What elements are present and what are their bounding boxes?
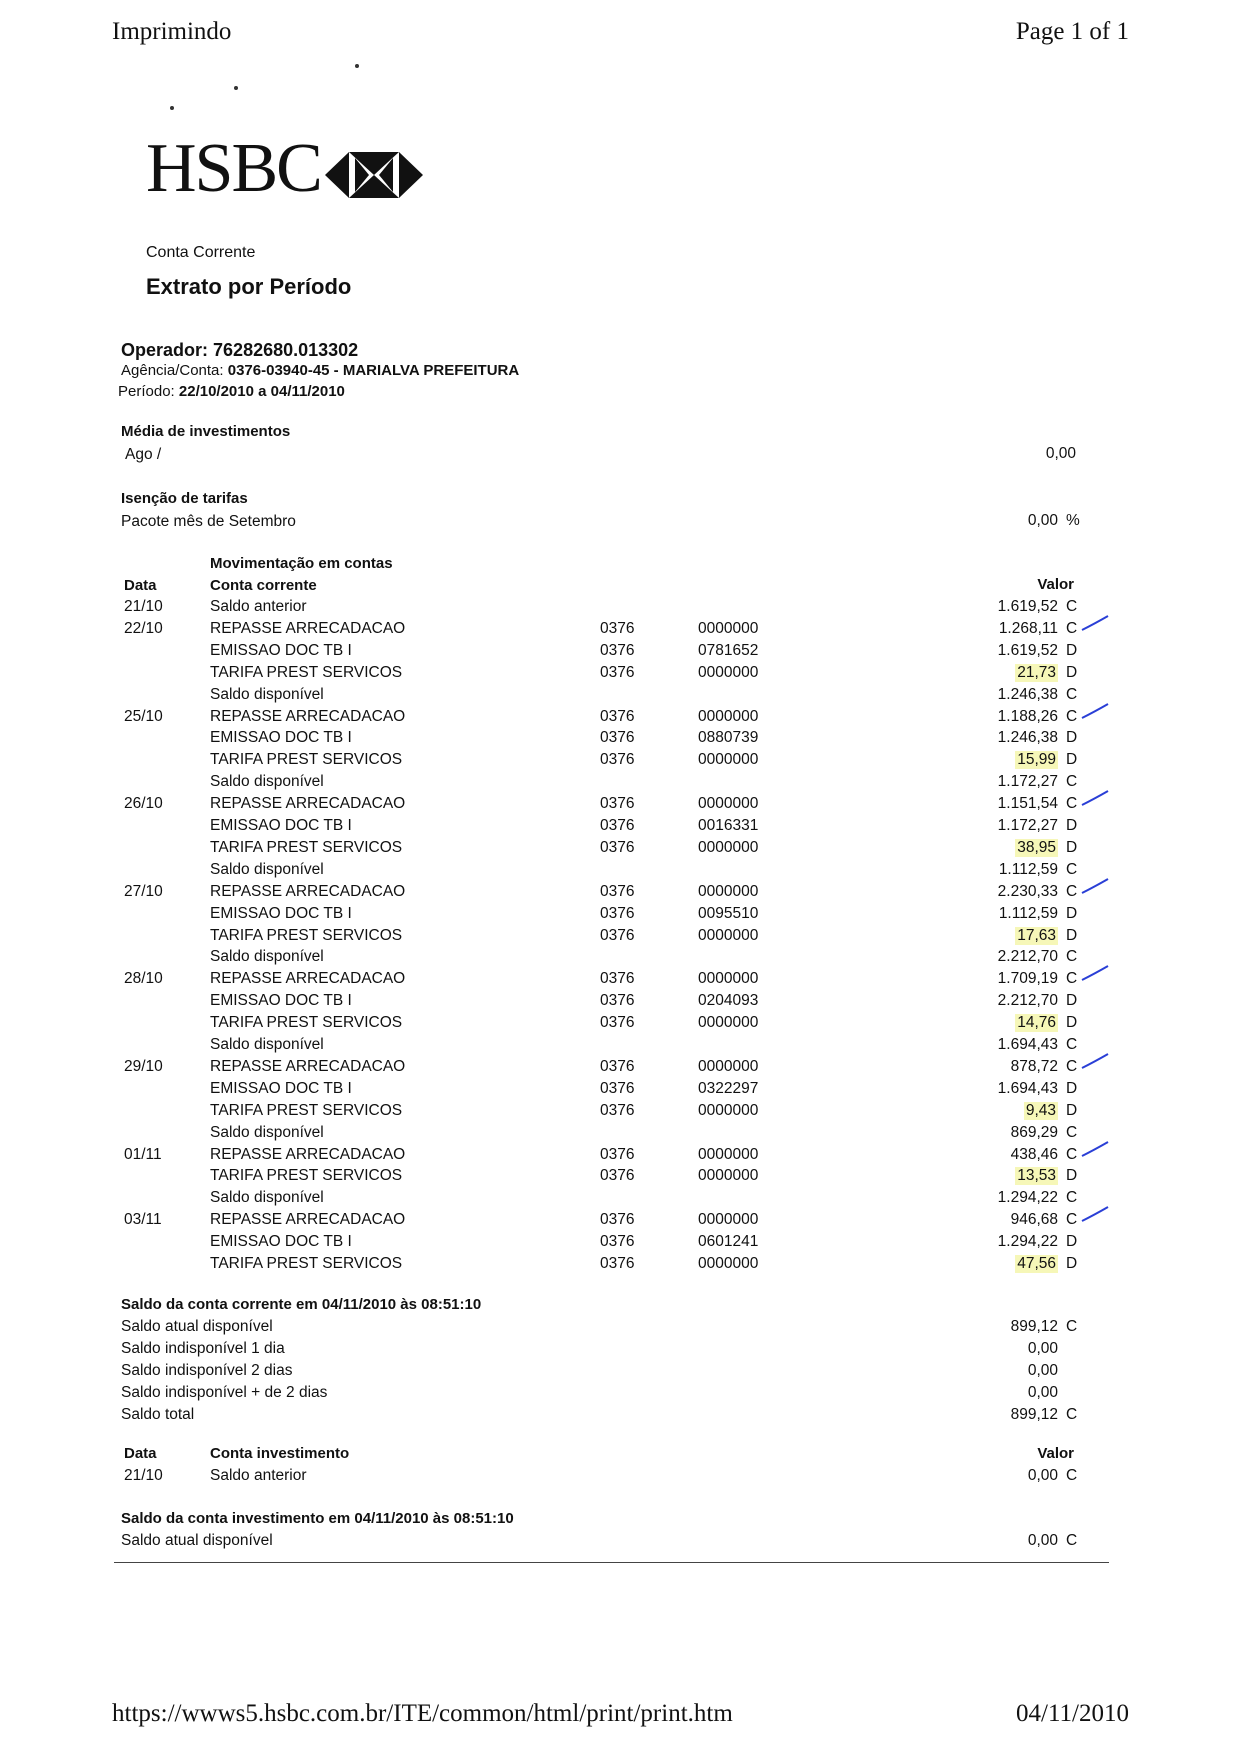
saldo-inv-cd: C <box>1066 1532 1078 1549</box>
transaction-credit-debit: D <box>1066 1014 1078 1032</box>
saldo-cc-cd: C <box>1066 1406 1078 1423</box>
saldo-cc-value: 0,00 <box>1027 1362 1058 1379</box>
transaction-credit-debit: D <box>1066 838 1078 856</box>
transaction-row <box>0 1124 1248 1146</box>
agency-value: 0376-03940-45 - MARIALVA PREFEITURA <box>227 362 520 379</box>
period-label: Período: <box>118 383 175 400</box>
transaction-credit-debit: C <box>1066 970 1078 988</box>
transaction-amount: 1.294,22 <box>997 1233 1058 1251</box>
transaction-row <box>0 883 1248 905</box>
operator-label: Operador: <box>121 340 209 360</box>
transaction-credit-debit: C <box>1066 707 1078 725</box>
transaction-amount: 1.694,43 <box>997 1036 1058 1053</box>
transaction-row <box>0 1102 1248 1124</box>
transaction-agency: 0376 <box>600 707 635 725</box>
transaction-credit-debit: D <box>1066 641 1078 659</box>
invest-row <box>0 1467 1248 1489</box>
transaction-description: REPASSE ARRECADACAO <box>210 1211 406 1229</box>
invest-col-value-header: Valor <box>1037 1445 1074 1462</box>
transaction-credit-debit: C <box>1066 948 1078 966</box>
check-mark-icon <box>1080 1140 1110 1160</box>
transaction-credit-debit: C <box>1066 685 1078 703</box>
transaction-description: Saldo disponível <box>210 1123 324 1141</box>
transaction-description: EMISSAO DOC TB I <box>210 904 352 922</box>
transaction-amount: 1.151,54 <box>997 795 1058 813</box>
transaction-description: Saldo disponível <box>210 1036 324 1053</box>
transaction-agency: 0376 <box>600 838 635 856</box>
transaction-row <box>0 751 1248 773</box>
transaction-amount: 15,99 <box>1017 751 1056 769</box>
transaction-description: REPASSE ARRECADACAO <box>210 707 406 725</box>
transaction-amount: 869,29 <box>1010 1123 1058 1141</box>
saldo-cc-value: 0,00 <box>1027 1340 1058 1357</box>
transaction-amount: 1.294,22 <box>997 1189 1058 1207</box>
transaction-document: 0601241 <box>698 1233 759 1251</box>
transaction-amount: 2.230,33 <box>997 882 1058 900</box>
transaction-description: REPASSE ARRECADACAO <box>210 882 406 900</box>
scan-speck <box>234 86 238 90</box>
invest-credit-debit: C <box>1066 1467 1078 1484</box>
operator-line <box>121 340 358 361</box>
transaction-agency: 0376 <box>600 882 635 900</box>
transaction-agency: 0376 <box>600 1145 635 1163</box>
transaction-row <box>0 1167 1248 1189</box>
transaction-document: 0000000 <box>698 838 759 856</box>
print-header-right: Page 1 of 1 <box>1015 18 1129 45</box>
transaction-amount: 1.172,27 <box>997 817 1058 834</box>
transaction-row <box>0 1146 1248 1168</box>
saldo-cc-label: Saldo indisponível 2 dias <box>121 1362 293 1379</box>
transaction-description: TARIFA PREST SERVICOS <box>210 1255 403 1272</box>
transaction-amount: 9,43 <box>1025 1101 1056 1119</box>
invest-amount: 0,00 <box>1027 1467 1058 1484</box>
transaction-row <box>0 642 1248 664</box>
transaction-agency: 0376 <box>600 1233 635 1251</box>
transaction-document: 0000000 <box>698 1057 759 1075</box>
transaction-document: 0000000 <box>698 1145 759 1163</box>
saldo-cc-label: Saldo total <box>121 1406 195 1423</box>
media-label: Ago / <box>125 446 162 463</box>
transaction-credit-debit: D <box>1066 1233 1078 1251</box>
transaction-description: REPASSE ARRECADACAO <box>210 1145 406 1163</box>
transaction-agency: 0376 <box>600 1101 635 1119</box>
scan-speck <box>170 106 174 110</box>
transaction-description: EMISSAO DOC TB I <box>210 641 352 659</box>
transaction-row <box>0 839 1248 861</box>
movement-section-title: Movimentação em contas <box>210 555 393 572</box>
transaction-amount: 1.112,59 <box>998 860 1058 878</box>
transaction-row <box>0 1189 1248 1211</box>
transaction-amount: 1.709,19 <box>997 970 1058 988</box>
saldo-cc-row <box>0 1318 1248 1340</box>
transaction-document: 0000000 <box>698 970 759 988</box>
transaction-date: 03/11 <box>124 1211 162 1229</box>
col-value-header: Valor <box>1037 576 1074 593</box>
check-mark-icon <box>1080 702 1110 722</box>
transaction-description: EMISSAO DOC TB I <box>210 1079 352 1097</box>
transaction-credit-debit: C <box>1066 1036 1078 1053</box>
check-mark-icon <box>1080 877 1110 897</box>
saldo-cc-label: Saldo indisponível + de 2 dias <box>121 1384 328 1401</box>
transaction-agency: 0376 <box>600 1014 635 1032</box>
saldo-inv-label: Saldo atual disponível <box>121 1532 273 1549</box>
transaction-amount: 13,53 <box>1017 1167 1056 1185</box>
transaction-agency: 0376 <box>600 992 635 1010</box>
transaction-document: 0000000 <box>698 1101 759 1119</box>
transaction-description: Saldo disponível <box>210 948 324 966</box>
transaction-description: Saldo anterior <box>210 598 307 615</box>
transaction-description: Saldo disponível <box>210 773 324 791</box>
saldo-cc-row <box>0 1406 1248 1428</box>
saldo-inv-title: Saldo da conta investimento em 04/11/2010 às 08:51:10 <box>121 1510 514 1527</box>
transaction-agency: 0376 <box>600 926 635 944</box>
transaction-document: 0000000 <box>698 926 759 944</box>
isencao-unit: % <box>1066 512 1080 529</box>
transaction-description: Saldo disponível <box>210 685 324 703</box>
saldo-cc-row <box>0 1340 1248 1362</box>
period-value: 22/10/2010 a 04/11/2010 <box>178 383 345 400</box>
statement-title: Extrato por Período <box>146 274 352 299</box>
transaction-agency: 0376 <box>600 729 635 747</box>
transaction-credit-debit: C <box>1066 860 1078 878</box>
transaction-amount: 1.172,27 <box>997 773 1058 791</box>
transaction-description: EMISSAO DOC TB I <box>210 729 352 747</box>
transaction-description: EMISSAO DOC TB I <box>210 992 352 1010</box>
transaction-description: REPASSE ARRECADACAO <box>210 795 406 813</box>
saldo-cc-label: Saldo atual disponível <box>121 1318 273 1335</box>
transaction-amount: 1.246,38 <box>997 729 1058 747</box>
transaction-amount: 1.268,11 <box>998 619 1058 637</box>
saldo-cc-row <box>0 1384 1248 1406</box>
transaction-row <box>0 1036 1248 1058</box>
transaction-credit-debit: C <box>1066 773 1078 791</box>
transaction-row <box>0 795 1248 817</box>
transaction-agency: 0376 <box>600 1167 635 1185</box>
transaction-amount: 47,56 <box>1017 1255 1056 1272</box>
transaction-document: 0000000 <box>698 1211 759 1229</box>
check-mark-icon <box>1080 614 1110 634</box>
transaction-credit-debit: D <box>1066 729 1078 747</box>
transaction-row <box>0 664 1248 686</box>
transaction-date: 25/10 <box>124 707 163 725</box>
transaction-row <box>0 970 1248 992</box>
isencao-label: Pacote mês de Setembro <box>121 513 296 530</box>
transaction-document: 0016331 <box>698 817 759 834</box>
transaction-amount: 1.694,43 <box>997 1079 1058 1097</box>
transaction-document: 0000000 <box>698 751 759 769</box>
operator-value: 76282680.013302 <box>213 340 359 360</box>
transaction-row <box>0 620 1248 642</box>
transaction-description: Saldo disponível <box>210 1189 324 1207</box>
col-account-header: Conta corrente <box>210 577 317 594</box>
col-date-header: Data <box>124 577 157 594</box>
transaction-agency: 0376 <box>600 751 635 769</box>
saldo-cc-value: 899,12 <box>1010 1318 1058 1335</box>
transaction-credit-debit: D <box>1066 663 1078 681</box>
invest-col-account-header: Conta investimento <box>210 1445 350 1462</box>
transaction-credit-debit: C <box>1066 1211 1078 1229</box>
transaction-description: TARIFA PREST SERVICOS <box>210 926 403 944</box>
saldo-cc-title: Saldo da conta corrente em 04/11/2010 às 08:51:10 <box>121 1296 482 1313</box>
transaction-credit-debit: C <box>1066 1145 1078 1163</box>
transaction-row <box>0 948 1248 970</box>
transaction-description: TARIFA PREST SERVICOS <box>210 751 403 769</box>
transaction-row <box>0 1211 1248 1233</box>
transaction-row <box>0 992 1248 1014</box>
divider <box>114 1562 1109 1563</box>
transaction-date: 01/11 <box>124 1145 162 1163</box>
transaction-amount: 21,73 <box>1017 663 1056 681</box>
print-header-left: Imprimindo <box>112 18 232 45</box>
transaction-amount: 1.619,52 <box>997 641 1058 659</box>
transaction-date: 27/10 <box>124 882 163 900</box>
transaction-agency: 0376 <box>600 1211 635 1229</box>
transaction-credit-debit: D <box>1066 1101 1078 1119</box>
invest-description: Saldo anterior <box>210 1467 307 1484</box>
transaction-description: EMISSAO DOC TB I <box>210 1233 352 1251</box>
transaction-agency: 0376 <box>600 1255 635 1272</box>
transaction-credit-debit: C <box>1066 1057 1078 1075</box>
transaction-description: TARIFA PREST SERVICOS <box>210 663 403 681</box>
print-footer-date: 04/11/2010 <box>1016 1700 1129 1727</box>
saldo-cc-label: Saldo indisponível 1 dia <box>121 1340 285 1357</box>
transaction-description: TARIFA PREST SERVICOS <box>210 1101 403 1119</box>
transaction-row <box>0 817 1248 839</box>
transaction-row <box>0 927 1248 949</box>
transaction-agency: 0376 <box>600 904 635 922</box>
hsbc-hexagon-icon <box>325 150 423 205</box>
saldo-cc-value: 899,12 <box>1010 1406 1058 1423</box>
transaction-amount: 1.619,52 <box>997 598 1058 615</box>
agency-line <box>121 362 519 379</box>
transaction-document: 0781652 <box>698 641 759 659</box>
transaction-amount: 2.212,70 <box>997 992 1058 1010</box>
saldo-cc-cd: C <box>1066 1318 1078 1335</box>
transaction-amount: 17,63 <box>1017 926 1056 944</box>
transaction-agency: 0376 <box>600 641 635 659</box>
transaction-credit-debit: D <box>1066 751 1078 769</box>
transaction-description: REPASSE ARRECADACAO <box>210 970 406 988</box>
scan-speck <box>355 64 359 68</box>
transaction-amount: 38,95 <box>1017 838 1056 856</box>
transaction-row <box>0 708 1248 730</box>
saldo-cc-row <box>0 1362 1248 1384</box>
transaction-amount: 438,46 <box>1010 1145 1058 1163</box>
transaction-document: 0000000 <box>698 1255 759 1272</box>
transaction-date: 28/10 <box>124 970 163 988</box>
transaction-document: 0322297 <box>698 1079 759 1097</box>
transaction-credit-debit: C <box>1066 795 1078 813</box>
transaction-credit-debit: D <box>1066 904 1078 922</box>
invest-col-date-header: Data <box>124 1445 157 1462</box>
transaction-document: 0095510 <box>698 904 759 922</box>
transaction-agency: 0376 <box>600 817 635 834</box>
transaction-credit-debit: C <box>1066 598 1078 615</box>
transaction-row <box>0 686 1248 708</box>
transaction-row <box>0 729 1248 751</box>
transaction-row <box>0 1080 1248 1102</box>
transaction-row <box>0 1058 1248 1080</box>
transaction-credit-debit: C <box>1066 1189 1078 1207</box>
transaction-row <box>0 773 1248 795</box>
print-footer-url: https://wwws5.hsbc.com.br/ITE/common/html/print/print.htm <box>112 1700 733 1727</box>
transaction-document: 0000000 <box>698 795 759 813</box>
transaction-amount: 1.188,26 <box>997 707 1058 725</box>
transaction-document: 0000000 <box>698 1014 759 1032</box>
transaction-document: 0000000 <box>698 663 759 681</box>
transaction-credit-debit: D <box>1066 1255 1078 1272</box>
transaction-description: REPASSE ARRECADACAO <box>210 619 406 637</box>
transaction-date: 29/10 <box>124 1057 163 1075</box>
transaction-description: TARIFA PREST SERVICOS <box>210 1167 403 1185</box>
transaction-amount: 1.112,59 <box>998 904 1058 922</box>
transaction-row <box>0 1255 1248 1277</box>
transaction-description: Saldo disponível <box>210 860 324 878</box>
transaction-amount: 878,72 <box>1010 1057 1058 1075</box>
media-title: Média de investimentos <box>121 423 291 440</box>
transaction-amount: 14,76 <box>1017 1014 1056 1032</box>
transaction-document: 0000000 <box>698 619 759 637</box>
transaction-credit-debit: D <box>1066 926 1078 944</box>
isencao-value: 0,00 <box>1027 512 1058 529</box>
transaction-description: TARIFA PREST SERVICOS <box>210 838 403 856</box>
transaction-date: 21/10 <box>124 598 163 615</box>
check-mark-icon <box>1080 1205 1110 1225</box>
transaction-date: 22/10 <box>124 619 163 637</box>
transaction-agency: 0376 <box>600 795 635 813</box>
period-line <box>118 383 345 400</box>
transaction-row <box>0 861 1248 883</box>
transaction-row <box>0 1014 1248 1036</box>
transaction-document: 0880739 <box>698 729 759 747</box>
transaction-credit-debit: D <box>1066 1167 1078 1185</box>
saldo-cc-value: 0,00 <box>1027 1384 1058 1401</box>
transaction-description: EMISSAO DOC TB I <box>210 817 352 834</box>
transaction-amount: 1.246,38 <box>997 685 1058 703</box>
transaction-document: 0000000 <box>698 1167 759 1185</box>
transaction-credit-debit: D <box>1066 1079 1078 1097</box>
invest-date: 21/10 <box>124 1467 163 1484</box>
transaction-description: REPASSE ARRECADACAO <box>210 1057 406 1075</box>
transaction-row <box>0 598 1248 620</box>
transaction-amount: 946,68 <box>1010 1211 1058 1229</box>
agency-label: Agência/Conta: <box>121 362 224 379</box>
hsbc-logo-text: HSBC <box>146 130 321 207</box>
transaction-agency: 0376 <box>600 970 635 988</box>
transaction-agency: 0376 <box>600 1057 635 1075</box>
isencao-title: Isenção de tarifas <box>121 490 248 507</box>
transaction-document: 0000000 <box>698 707 759 725</box>
transaction-credit-debit: D <box>1066 817 1078 834</box>
transaction-credit-debit: C <box>1066 882 1078 900</box>
check-mark-icon <box>1080 789 1110 809</box>
account-type-label: Conta Corrente <box>146 244 256 261</box>
transaction-document: 0000000 <box>698 882 759 900</box>
transaction-credit-debit: C <box>1066 619 1078 637</box>
transaction-credit-debit: C <box>1066 1123 1078 1141</box>
check-mark-icon <box>1080 964 1110 984</box>
saldo-inv-value: 0,00 <box>1027 1532 1058 1549</box>
transaction-agency: 0376 <box>600 619 635 637</box>
transaction-amount: 2.212,70 <box>997 948 1058 966</box>
media-value: 0,00 <box>1045 445 1076 462</box>
transaction-row <box>0 1233 1248 1255</box>
transaction-agency: 0376 <box>600 663 635 681</box>
transaction-agency: 0376 <box>600 1079 635 1097</box>
transaction-date: 26/10 <box>124 795 163 813</box>
transaction-row <box>0 905 1248 927</box>
check-mark-icon <box>1080 1052 1110 1072</box>
transaction-description: TARIFA PREST SERVICOS <box>210 1014 403 1032</box>
transaction-document: 0204093 <box>698 992 759 1010</box>
transaction-credit-debit: D <box>1066 992 1078 1010</box>
